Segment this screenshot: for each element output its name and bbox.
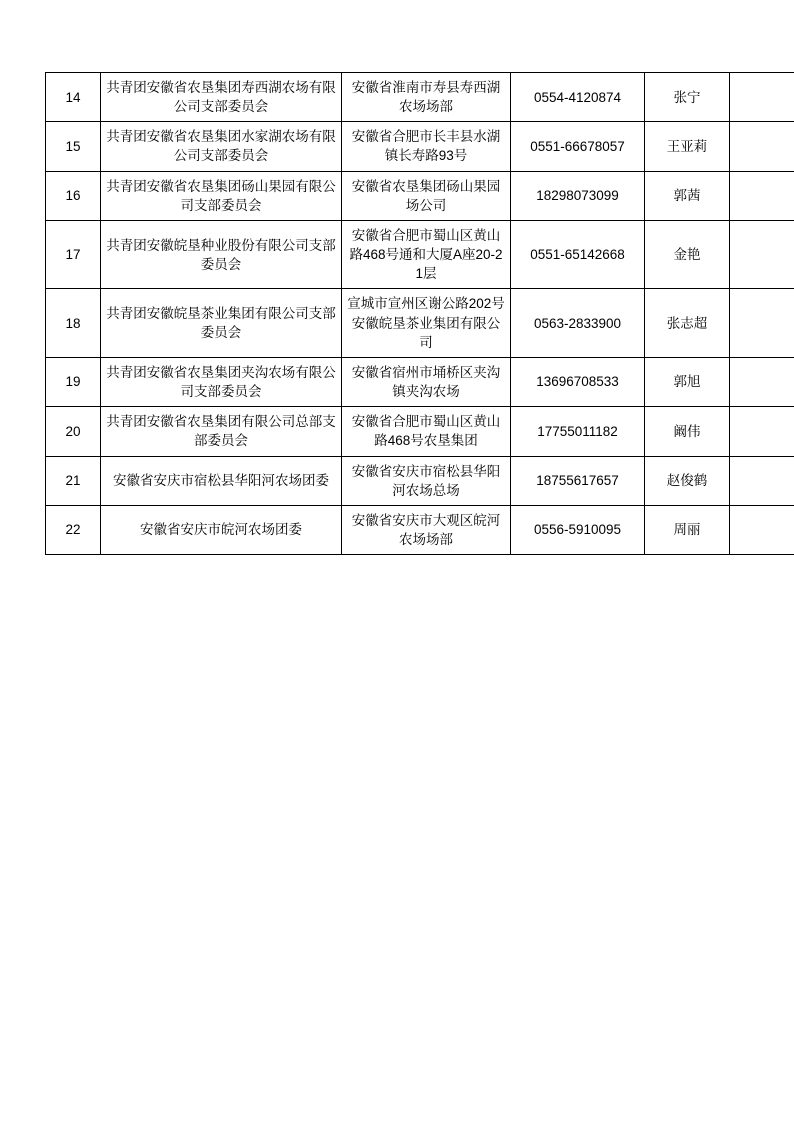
row-address: 安徽省安庆市大观区皖河农场场部 bbox=[342, 505, 511, 554]
row-contact: 王亚莉 bbox=[645, 122, 730, 171]
table-row bbox=[46, 456, 794, 505]
table-row bbox=[46, 220, 794, 288]
row-extra bbox=[730, 456, 794, 505]
table-row bbox=[46, 505, 794, 554]
row-phone: 0554-4120874 bbox=[511, 73, 645, 122]
row-address: 安徽省合肥市蜀山区黄山路468号通和大厦A座20-21层 bbox=[342, 220, 511, 288]
row-index: 14 bbox=[46, 73, 101, 122]
row-contact: 金艳 bbox=[645, 220, 730, 288]
row-index: 17 bbox=[46, 220, 101, 288]
row-organization: 共青团安徽省农垦集团有限公司总部支部委员会 bbox=[101, 407, 342, 456]
row-phone: 0551-65142668 bbox=[511, 220, 645, 288]
row-phone: 17755011182 bbox=[511, 407, 645, 456]
table-row bbox=[46, 289, 794, 357]
row-index: 16 bbox=[46, 171, 101, 220]
row-contact: 郭旭 bbox=[645, 357, 730, 406]
row-index: 20 bbox=[46, 407, 101, 456]
row-address: 安徽省农垦集团砀山果园场公司 bbox=[342, 171, 511, 220]
row-organization: 安徽省安庆市宿松县华阳河农场团委 bbox=[101, 456, 342, 505]
table-row bbox=[46, 73, 794, 122]
row-organization: 共青团安徽省农垦集团水家湖农场有限公司支部委员会 bbox=[101, 122, 342, 171]
row-address: 安徽省宿州市埇桥区夹沟镇夹沟农场 bbox=[342, 357, 511, 406]
row-index: 15 bbox=[46, 122, 101, 171]
row-index: 22 bbox=[46, 505, 101, 554]
row-index: 21 bbox=[46, 456, 101, 505]
row-index: 19 bbox=[46, 357, 101, 406]
row-contact: 赵俊鹤 bbox=[645, 456, 730, 505]
row-extra bbox=[730, 505, 794, 554]
row-address: 宣城市宣州区谢公路202号安徽皖垦茶业集团有限公司 bbox=[342, 289, 511, 357]
row-index: 18 bbox=[46, 289, 101, 357]
row-address: 安徽省合肥市长丰县水湖镇长寿路93号 bbox=[342, 122, 511, 171]
row-contact: 阚伟 bbox=[645, 407, 730, 456]
row-extra bbox=[730, 407, 794, 456]
organization-table bbox=[45, 72, 794, 555]
row-organization: 共青团安徽省农垦集团寿西湖农场有限公司支部委员会 bbox=[101, 73, 342, 122]
row-organization: 共青团安徽省农垦集团夹沟农场有限公司支部委员会 bbox=[101, 357, 342, 406]
row-contact: 张志超 bbox=[645, 289, 730, 357]
row-address: 安徽省合肥市蜀山区黄山路468号农垦集团 bbox=[342, 407, 511, 456]
row-extra bbox=[730, 122, 794, 171]
row-extra bbox=[730, 220, 794, 288]
row-contact: 周丽 bbox=[645, 505, 730, 554]
row-extra bbox=[730, 171, 794, 220]
row-phone: 18755617657 bbox=[511, 456, 645, 505]
table-row bbox=[46, 122, 794, 171]
row-organization: 共青团安徽皖垦茶业集团有限公司支部委员会 bbox=[101, 289, 342, 357]
table-body bbox=[46, 73, 794, 555]
row-organization: 共青团安徽省农垦集团砀山果园有限公司支部委员会 bbox=[101, 171, 342, 220]
table-row bbox=[46, 407, 794, 456]
table-row bbox=[46, 357, 794, 406]
row-address: 安徽省安庆市宿松县华阳河农场总场 bbox=[342, 456, 511, 505]
row-contact: 张宁 bbox=[645, 73, 730, 122]
row-phone: 0563-2833900 bbox=[511, 289, 645, 357]
row-phone: 0551-66678057 bbox=[511, 122, 645, 171]
row-extra bbox=[730, 289, 794, 357]
row-extra bbox=[730, 357, 794, 406]
row-contact: 郭茜 bbox=[645, 171, 730, 220]
row-phone: 18298073099 bbox=[511, 171, 645, 220]
row-organization: 安徽省安庆市皖河农场团委 bbox=[101, 505, 342, 554]
row-extra bbox=[730, 73, 794, 122]
row-address: 安徽省淮南市寿县寿西湖农场场部 bbox=[342, 73, 511, 122]
row-organization: 共青团安徽皖垦种业股份有限公司支部委员会 bbox=[101, 220, 342, 288]
table-row bbox=[46, 171, 794, 220]
row-phone: 13696708533 bbox=[511, 357, 645, 406]
row-phone: 0556-5910095 bbox=[511, 505, 645, 554]
